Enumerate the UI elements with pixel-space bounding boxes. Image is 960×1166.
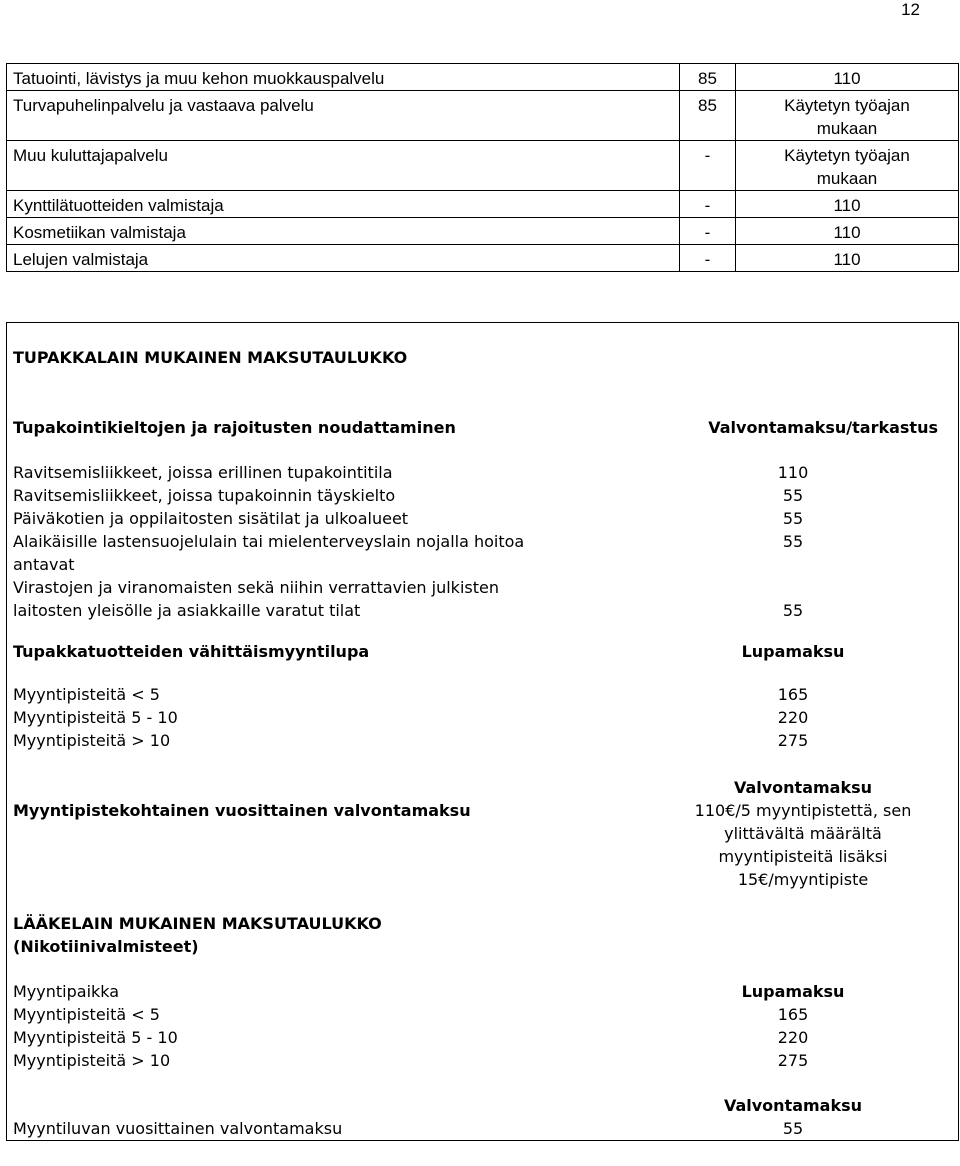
tobacco-table-cell [7,323,959,1141]
service-name: Muu kuluttajapalvelu [7,141,680,191]
service-name: Turvapuhelinpalvelu ja vastaava palvelu [7,91,680,141]
annual-fee-line: 110€/5 myyntipistettä, sen [694,801,912,820]
annual-fee-label: Myyntipistekohtainen vuosittainen valvontamaksu [13,801,471,820]
service-fee-1: - [680,218,736,245]
row-value: 55 [782,486,804,505]
retail-fee-header: Lupamaksu [741,642,845,661]
service-row [7,218,959,245]
sales-row [13,1003,952,1026]
medicine-title-line1: LÄÄKELAIN MUKAINEN MAKSUTAULUKKO [13,914,382,933]
sales-fee-header: Lupamaksu [741,982,845,1001]
retail-row [13,706,952,729]
retail-row [13,683,952,706]
service-fee-2: 110 [736,245,959,272]
service-fee-2: 110 [736,218,959,245]
row-value: 275 [777,731,809,750]
service-row [7,91,959,141]
tobacco-title: TUPAKKALAIN MUKAINEN MAKSUTAULUKKO [13,348,408,367]
row-label: Ravitsemisliikkeet, joissa erillinen tupakointitila [13,463,393,482]
service-row [7,141,959,191]
row-value: 55 [782,532,804,551]
service-row [7,64,959,91]
service-fee-2: Käytetyn työajan mukaan [736,141,959,191]
compliance-header: Tupakointikieltojen ja rajoitusten noudattaminen [13,418,456,437]
service-name: Kosmetiikan valmistaja [7,218,680,245]
annual-fee-line: myyntipisteitä lisäksi [718,847,888,866]
service-row [7,191,959,218]
row-value: 110 [777,463,809,482]
sales-label: Myyntipaikka [13,982,120,1001]
row-label: Myyntipisteitä 5 - 10 [13,708,178,727]
row-value: 165 [777,685,809,704]
retail-header: Tupakkatuotteiden vähittäismyyntilupa [13,642,370,661]
service-fee-2: 110 [736,191,959,218]
row-value: 220 [777,1028,809,1047]
medicine-title-line2: (Nikotiinivalmisteet) [13,937,199,956]
row-value: 220 [777,708,809,727]
row-value: 55 [782,509,804,528]
sales-row [13,1026,952,1049]
compliance-row [13,507,952,530]
row-label: Myyntipisteitä 5 - 10 [13,1028,178,1047]
medicine-annual-label: Myyntiluvan vuosittainen valvontamaksu [13,1119,343,1138]
row-value: 275 [777,1051,809,1070]
row-value: 55 [782,601,804,620]
row-label: Myyntipisteitä > 10 [13,1051,171,1070]
retail-row [13,729,952,752]
row-label: Myyntipisteitä < 5 [13,685,160,704]
service-fee-1: 85 [680,64,736,91]
medicine-annual-fee-header: Valvontamaksu [723,1096,863,1115]
service-name: Lelujen valmistaja [7,245,680,272]
compliance-row [13,461,952,484]
tobacco-fee-table [6,322,959,1141]
annual-fee-line: 15€/myyntipiste [737,870,869,889]
service-fee-1: 85 [680,91,736,141]
compliance-row [13,576,952,599]
service-fee-2: Käytetyn työajan mukaan [736,91,959,141]
row-value: 165 [777,1005,809,1024]
medicine-annual-value: 55 [782,1119,804,1138]
row-label-continued: antavat [13,555,75,574]
service-fee-2: 110 [736,64,959,91]
annual-fee-header: Valvontamaksu [733,778,873,797]
service-name: Tatuointi, lävistys ja muu kehon muokkauspalvelu [7,64,680,91]
service-fee-1: - [680,245,736,272]
compliance-row [13,530,952,553]
row-label: Päiväkotien ja oppilaitosten sisätilat ja ulkoalueet [13,509,409,528]
row-label: Alaikäisille lastensuojelulain tai mielenterveyslain nojalla hoitoa [13,532,525,551]
row-label-continued: laitosten yleisölle ja asiakkaille varatut tilat [13,601,361,620]
consumer-services-fee-table [6,63,959,272]
compliance-fee-header: Valvontamaksu/tarkastus [708,418,938,437]
row-label: Myyntipisteitä > 10 [13,731,171,750]
service-row [7,245,959,272]
sales-row [13,1049,952,1072]
annual-fee-line: ylittävältä määrältä [724,824,882,843]
compliance-row [13,484,952,507]
row-label: Virastojen ja viranomaisten sekä niihin verrattavien julkisten [13,578,499,597]
service-name: Kynttilätuotteiden valmistaja [7,191,680,218]
row-label: Ravitsemisliikkeet, joissa tupakoinnin täyskielto [13,486,396,505]
service-fee-1: - [680,141,736,191]
service-fee-1: - [680,191,736,218]
row-label: Myyntipisteitä < 5 [13,1005,160,1024]
page-number: 12 [901,0,920,19]
